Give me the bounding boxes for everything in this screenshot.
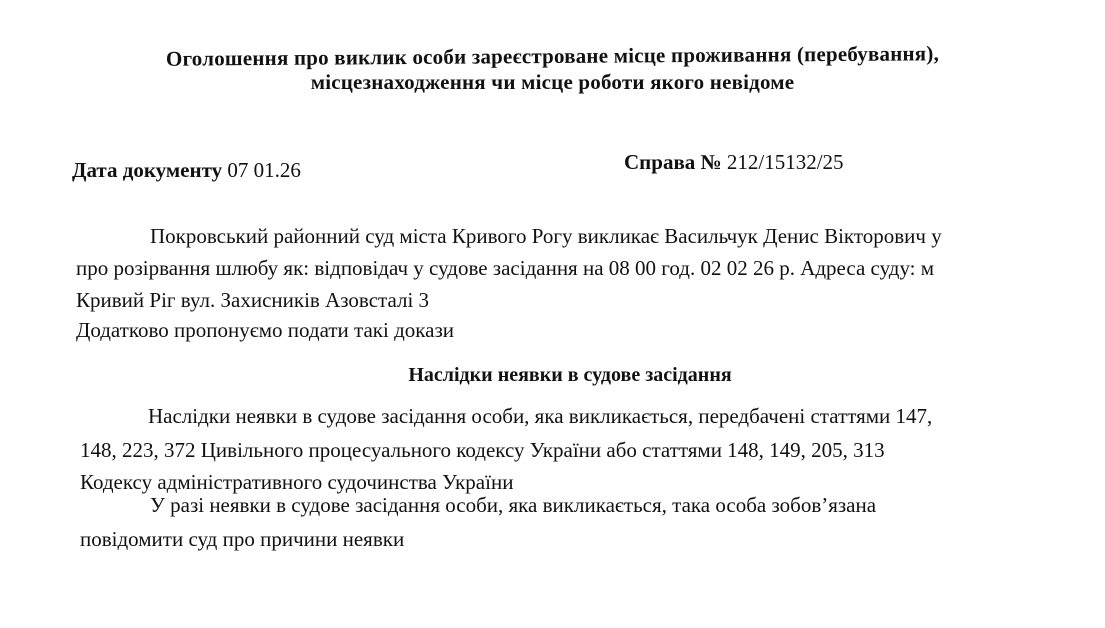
case-number: [624, 150, 844, 175]
summons-line-2: про розірвання шлюбу як: відповідач у судове засідання на 08 00 год. 02 02 26 р. Адреса суду: м: [76, 256, 935, 280]
case-number-value: 212/15132/25: [726, 150, 844, 174]
consequences-line-2: 148, 223, 372 Цивільного процесуального кодексу України або статтями 148, 149, 205, 313: [80, 438, 885, 462]
document-date: [72, 158, 301, 183]
consequences-heading: Наслідки неявки в судове засідання: [408, 364, 732, 386]
obligation-line-1: У разі неявки в судове засідання особи, яка викликається, така особа зобов’язана: [150, 493, 877, 517]
consequences-line-1: Наслідки неявки в судове засідання особи, яка викликається, передбачені статтями 147,: [148, 404, 933, 428]
notice-title-line-1: Оголошення про виклик особи зареєстроване місце проживання (перебування),: [165, 41, 940, 71]
consequences-line-3: Кодексу адміністративного судочинства України: [80, 470, 514, 494]
document-date-label: Дата документу: [72, 158, 223, 182]
evidence-request: Додатково пропонуємо подати такі докази: [76, 318, 455, 342]
notice-title-line-2: місцезнаходження чи місце роботи якого невідоме: [310, 70, 795, 94]
summons-line-3: Кривий Ріг вул. Захисників Азовсталі 3: [76, 288, 430, 312]
summons-line-1: Покровський районний суд міста Кривого Рогу викликає Васильчук Денис Вікторович у: [150, 224, 942, 248]
case-number-label: Справа №: [624, 150, 722, 174]
obligation-line-2: повідомити суд про причини неявки: [80, 527, 405, 551]
document-date-value: 07 01.26: [227, 158, 301, 182]
